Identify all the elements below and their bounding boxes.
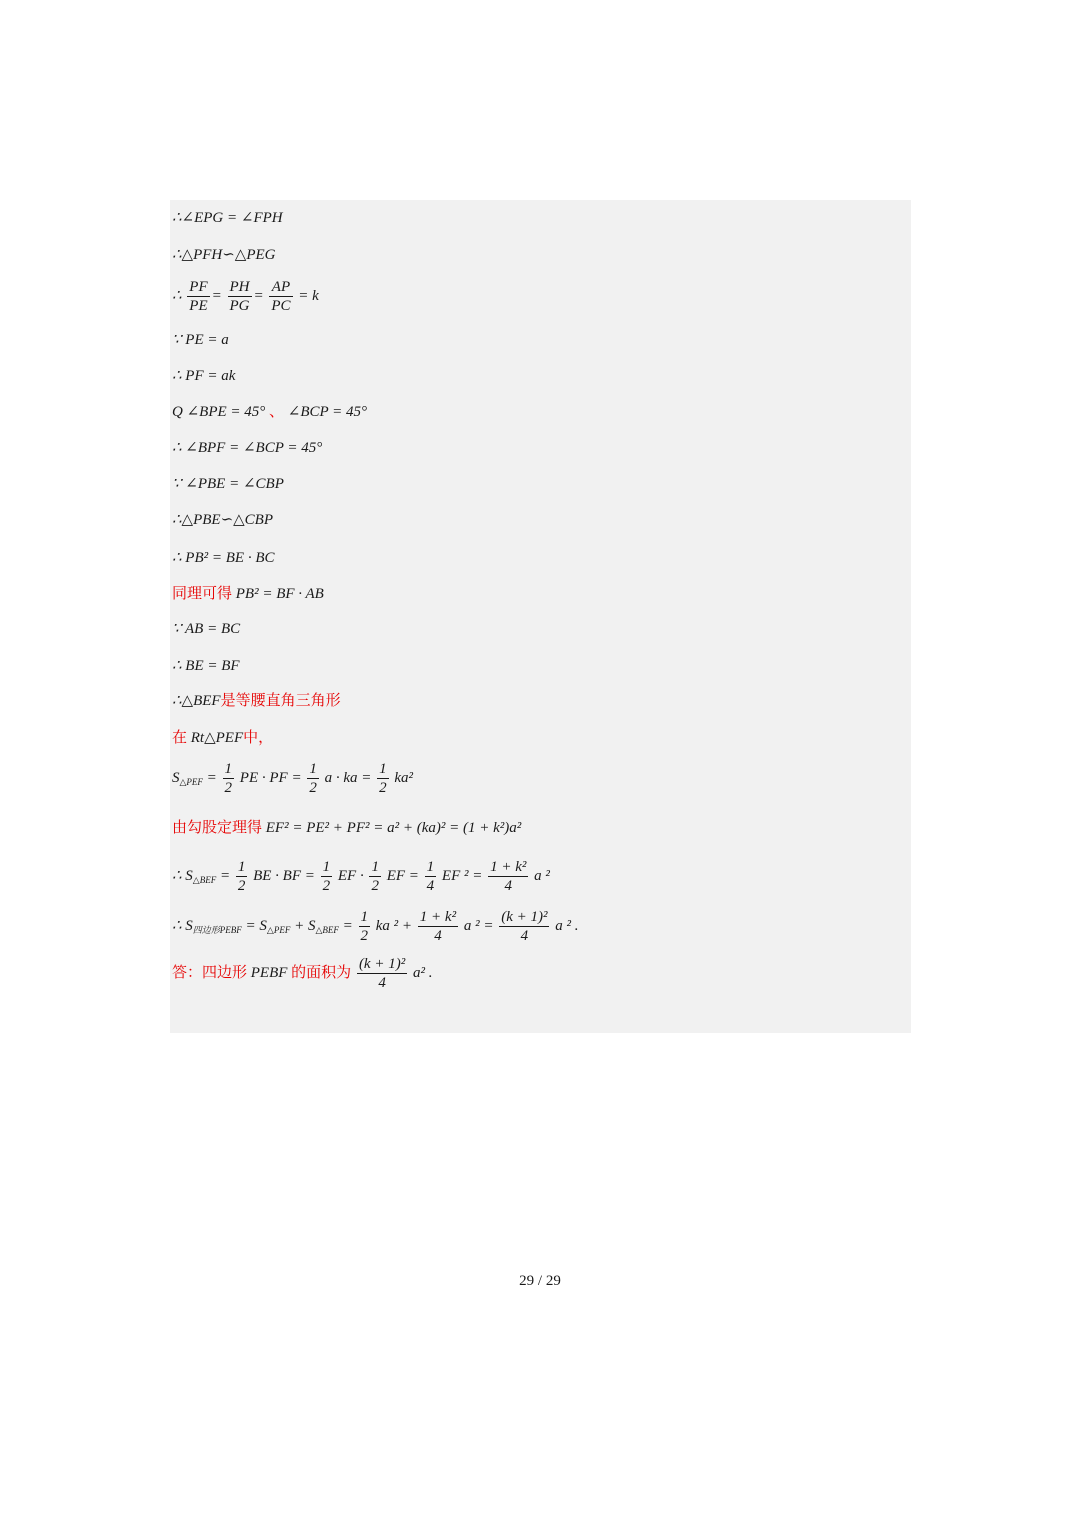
line-11: 同理可得 PB² = BF · AB — [172, 586, 324, 602]
line-4: ∵ PE = a — [172, 332, 229, 348]
line-1: ∴∠EPG = ∠FPH — [172, 210, 283, 226]
line-20: 答：四边形 PEBF 的面积为 $\frac{\text{(k + 1)²}}{4}$ a² . — [172, 956, 433, 991]
line-8: ∵ ∠PBE = ∠CBP — [172, 476, 284, 492]
line-3: ∴ $\frac{PF}{PE}$ = $\frac{PH}{PG}$ = $\frac{AP}{PC}$ = k — [172, 279, 319, 314]
line-12: ∵ AB = BC — [172, 621, 241, 637]
line-16: $S_{\triangle PEF}$ = $\frac{1}{2}$ PE · PF = $\frac{1}{2}$ a · ka = $\frac{1}{2}$ ka² — [172, 761, 414, 796]
line-18: ∴ $S_{\triangle BEF}$ = $\frac{1}{2}$ BE · BF = $\frac{1}{2}$ EF · $\frac{1}{2}$ EF = $\frac{1}{4}$ EF ² = $\frac{\text{1 + k²}}{4}$ a ² — [172, 859, 550, 894]
line-2: ∴△PFH∽△PEG — [172, 247, 276, 263]
line-7: ∴ ∠BPF = ∠BCP = 45° — [172, 440, 323, 456]
line-17: 由勾股定理得 EF² = PE² + PF² = a² + (ka)² = (1 + k²)a² — [172, 820, 522, 836]
line-9: ∴△PBE∽△CBP — [172, 512, 274, 528]
page-number: 29 / 29 — [519, 1273, 561, 1289]
line-6: Q ∠BPE = 45° 、 ∠BCP = 45° — [172, 404, 368, 420]
line-15: 在 Rt△PEF中， — [172, 730, 274, 746]
line-13: ∴ BE = BF — [172, 658, 240, 674]
line-14: ∴△BEF是等腰直角三角形 — [172, 693, 341, 709]
line-10: ∴ PB² = BE · BC — [172, 550, 275, 566]
line-5: ∴ PF = ak — [172, 368, 236, 384]
line-19: ∴ $S_{四边形PEBF} = S_{\triangle PEF} + S_{\triangle BEF}$ = $\frac{1}{2}$ ka ² + $\frac{\text{1 + k²}}{4}$ a ² = $\frac{\text{(k + 1)²}}{4}$ a ² . — [172, 909, 579, 944]
